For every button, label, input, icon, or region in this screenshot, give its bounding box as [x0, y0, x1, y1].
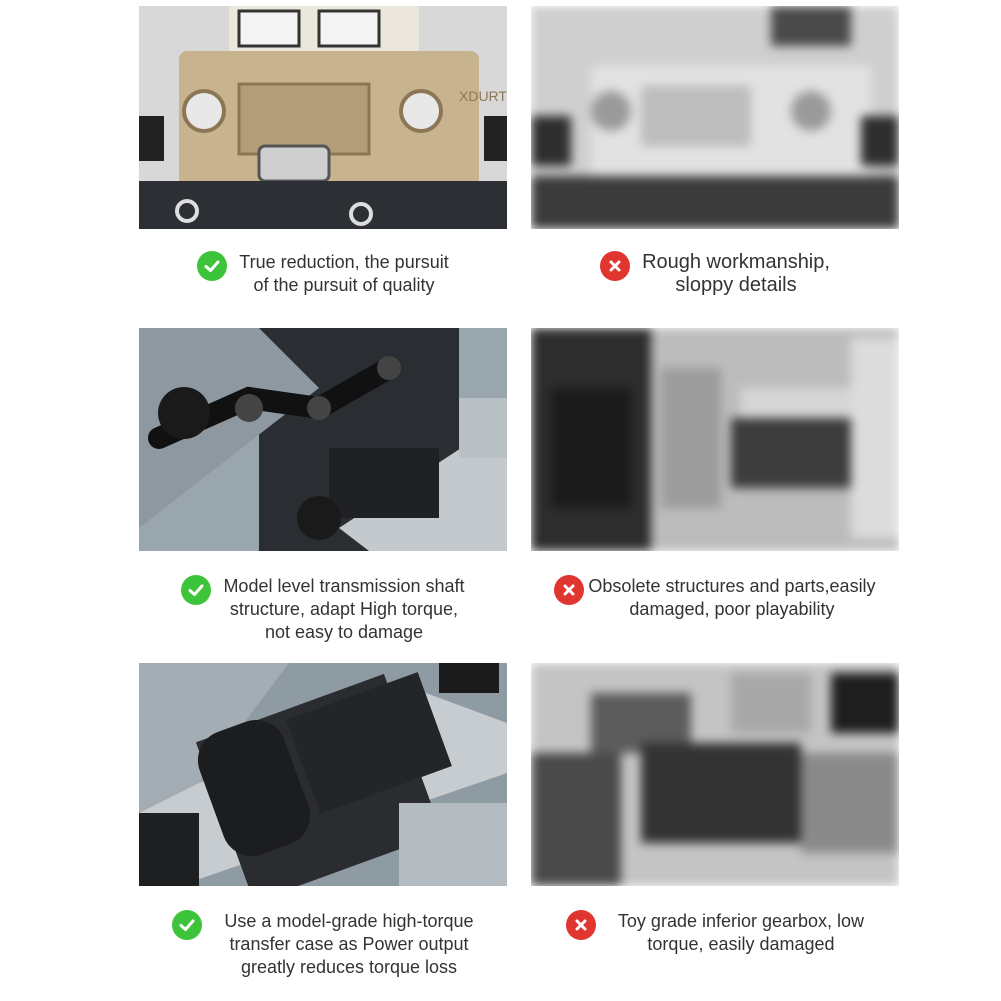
- check-icon: [181, 575, 211, 605]
- truck-lettering: XDURT: [459, 88, 507, 104]
- caption-good-text: Model level transmission shaft structure, adapt High torque, not easy to damage: [223, 576, 465, 642]
- caption-bad-text: Obsolete structures and parts,easily damaged, poor playability: [588, 576, 876, 619]
- cross-icon: [566, 910, 596, 940]
- caption-bad-text: Rough workmanship, sloppy details: [642, 251, 830, 296]
- caption-good-text: Use a model-grade high-torque transfer case as Power output greatly reduces torque loss: [224, 911, 474, 977]
- photo-toy-gearbox: [531, 663, 899, 886]
- check-icon: [197, 251, 227, 281]
- caption-bad-1: [531, 251, 899, 297]
- caption-bad-2: [521, 575, 909, 621]
- caption-good-3: [139, 910, 507, 979]
- photo-obsolete-structure: [531, 328, 899, 551]
- photo-rough-front-grille: [531, 6, 899, 229]
- caption-bad-text: Toy grade inferior gearbox, low torque, easily damaged: [617, 911, 865, 954]
- photo-quality-front-grille: [139, 6, 507, 229]
- caption-good-2: [139, 575, 507, 644]
- check-icon: [172, 910, 202, 940]
- photo-transfer-case: [139, 663, 507, 886]
- caption-bad-3: [531, 910, 899, 956]
- photo-transmission-shaft: [139, 328, 507, 551]
- cross-icon: [554, 575, 584, 605]
- caption-good-1: [139, 251, 507, 297]
- caption-good-text: True reduction, the pursuit of the pursuit of quality: [239, 252, 449, 295]
- cross-icon: [600, 251, 630, 281]
